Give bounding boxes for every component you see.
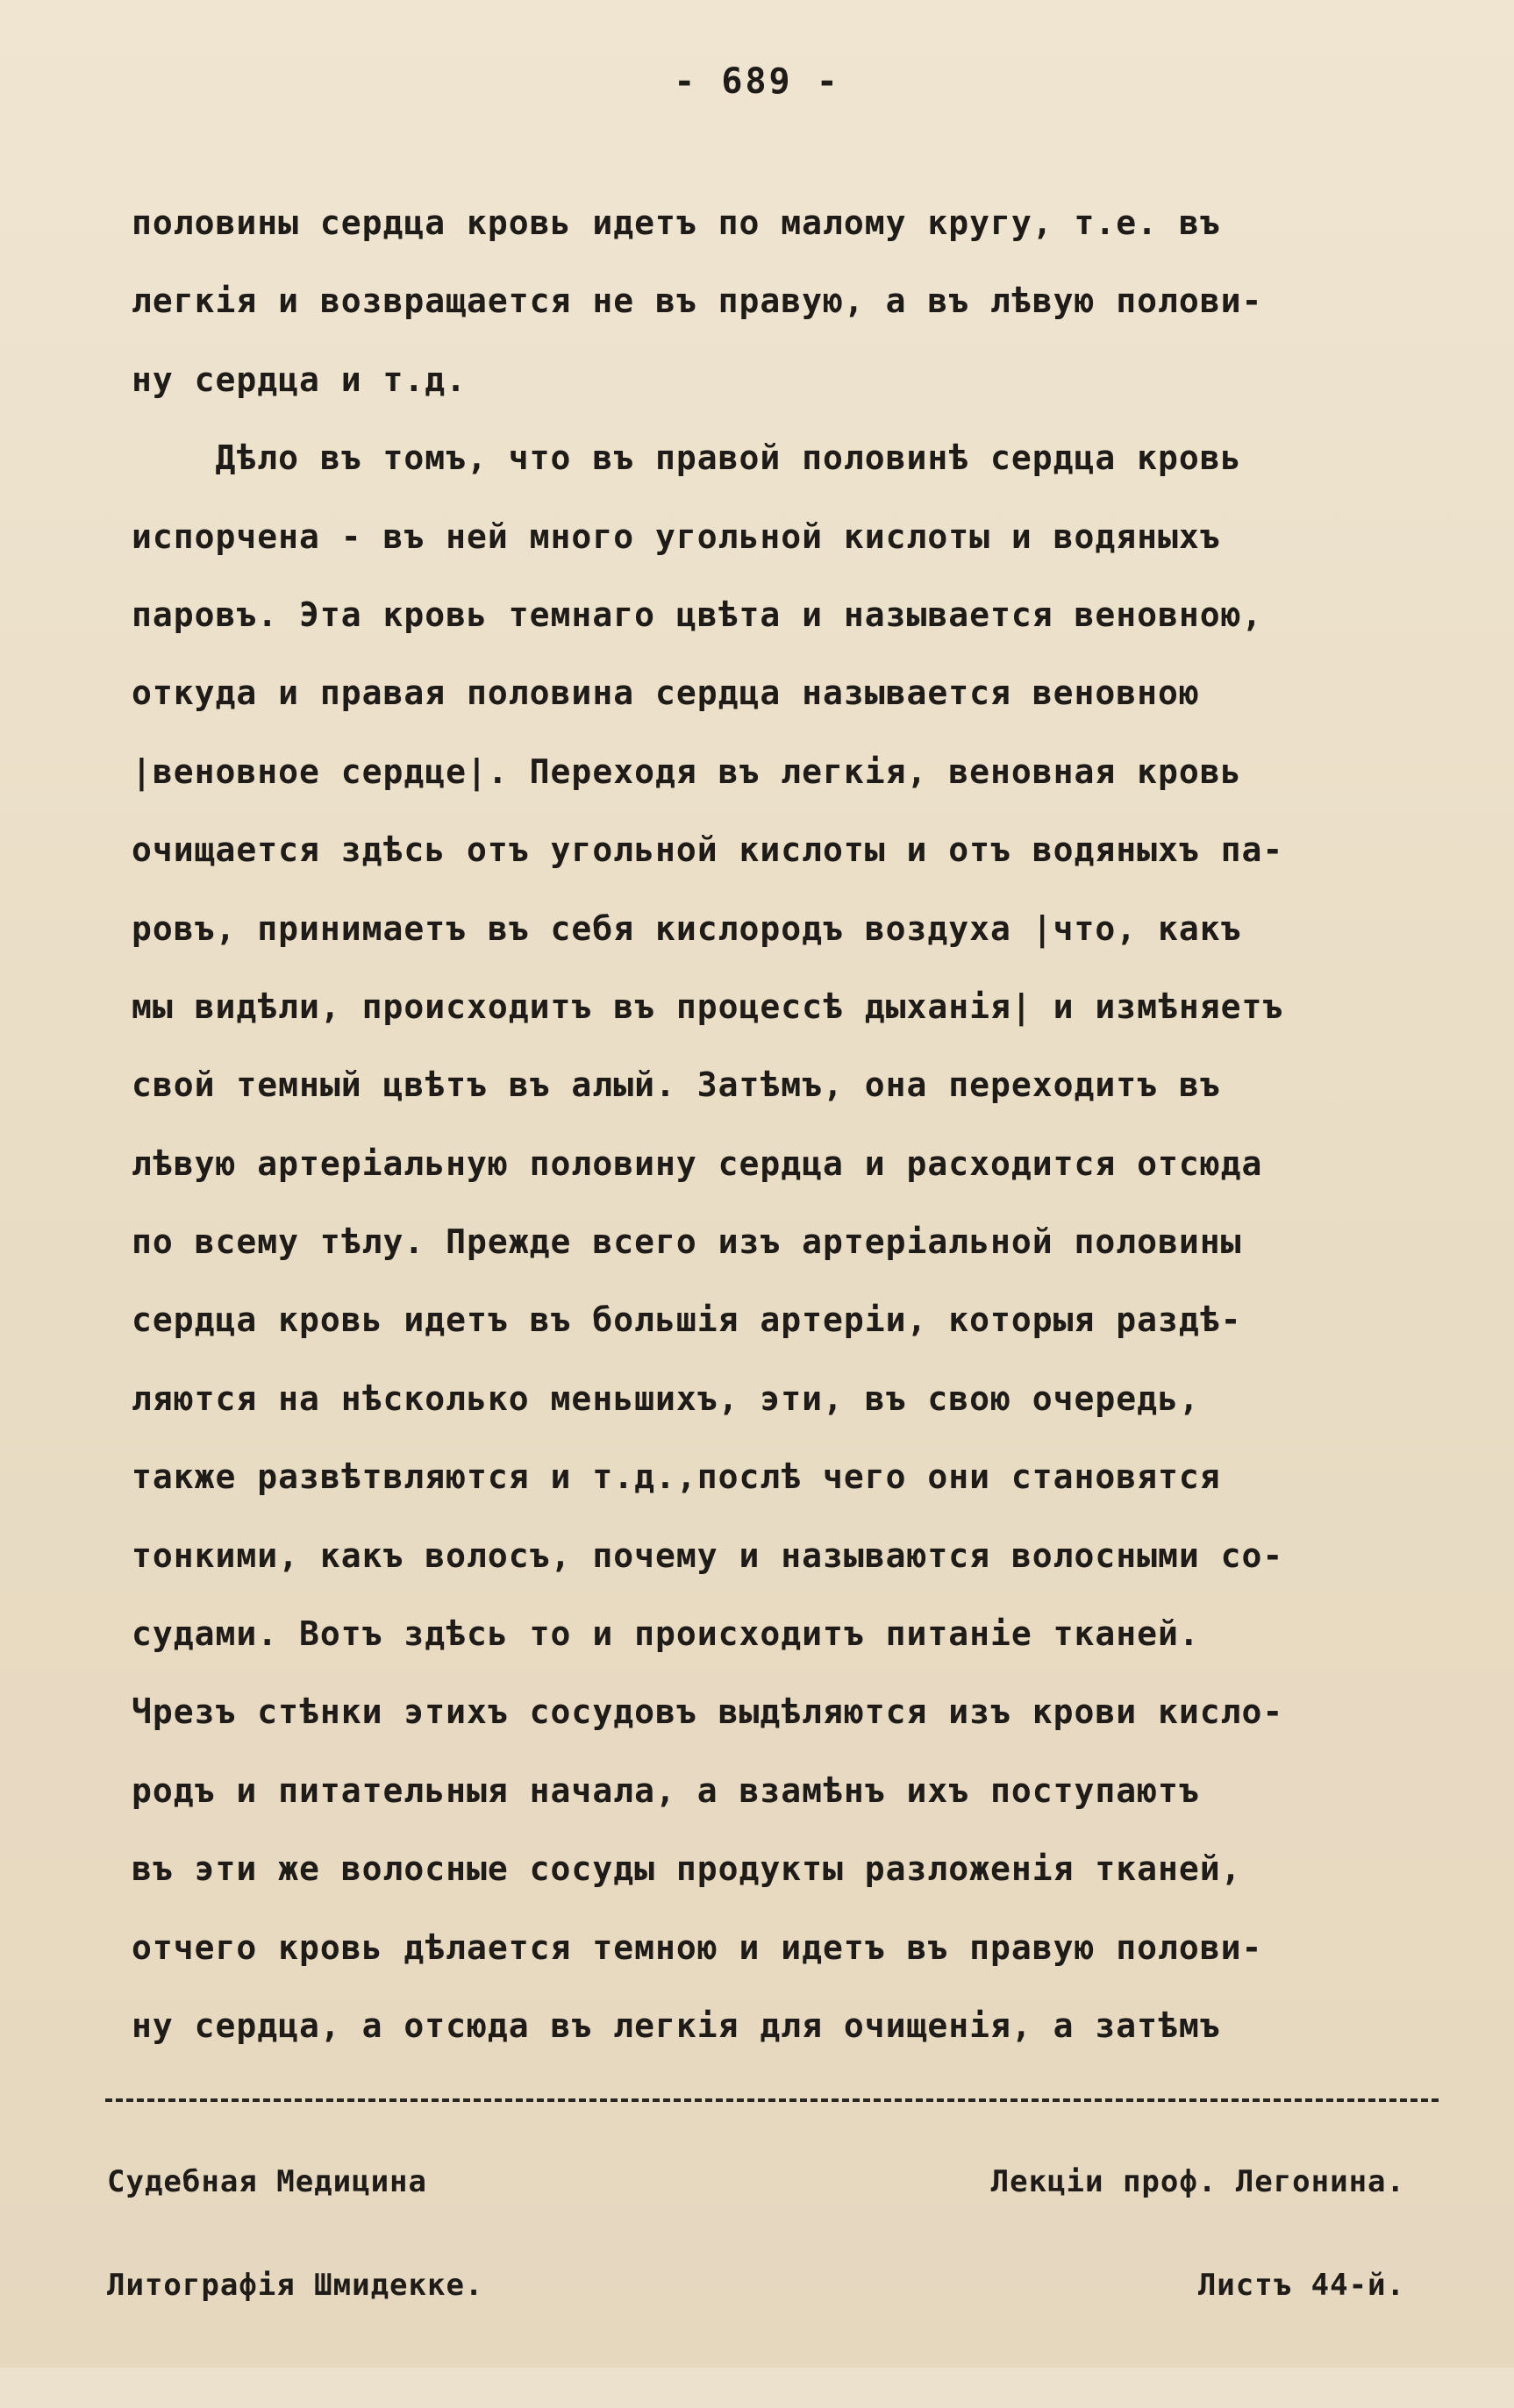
text-line: сердца кровь идетъ въ большія артеріи, которыя раздѣ- [132,1300,1242,1340]
text-line: въ эти же волосные сосуды продукты разложенія тканей, [132,1849,1242,1889]
page-number: - 689 - [674,61,840,102]
footer-row-printer [107,2268,1405,2408]
text-line: свой темный цвѣтъ въ алый. Затѣмъ, она переходитъ въ [132,1065,1221,1105]
text-line: мы видѣли, происходитъ въ процессѣ дыханія| и измѣняетъ [132,987,1284,1026]
text-line: испорчена - въ ней много угольной кислоты и водяныхъ [132,517,1221,556]
footer-divider [105,2098,1439,2102]
text-line: Чрезъ стѣнки этихъ сосудовъ выдѣляются изъ крови кисло- [132,1692,1284,1732]
text-line: лѣвую артеріальную половину сердца и расходится отсюда [132,1143,1263,1183]
text-line: судами. Вотъ здѣсь то и происходитъ питаніе тканей. [132,1614,1200,1654]
text-line: ну сердца, а отсюда въ легкія для очищенія, а затѣмъ [132,2005,1221,2045]
text-line: тонкими, какъ волосъ, почему и называются волосными со- [132,1535,1284,1575]
text-line: также развѣтвляются и т.д.,послѣ чего они становятся [132,1457,1221,1497]
text-line: |веновное сердце|. Переходя въ легкія, веновная кровь [132,752,1242,791]
text-line: легкія и возвращается не въ правую, а въ лѣвую полови- [132,281,1263,321]
sheet-number: Листъ 44-й. [1197,2268,1405,2303]
text-line: родъ и питательныя начала, а взамѣнъ ихъ поступаютъ [132,1770,1200,1810]
text-line: ровъ, принимаетъ въ себя кислородъ воздуха |что, какъ [132,908,1242,948]
text-line: ну сердца и т.д. [132,360,468,399]
text-line: по всему тѣлу. Прежде всего изъ артеріальной половины [132,1222,1242,1262]
course-title: Судебная Медицина [107,2164,427,2199]
text-line: половины сердца кровь идетъ по малому кругу, т.е. въ [132,203,1221,242]
text-line: очищается здѣсь отъ угольной кислоты и отъ водяныхъ па- [132,830,1284,870]
text-line: откуда и правая половина сердца называется веновною [132,673,1200,713]
text-line: ляются на нѣсколько меньшихъ, эти, въ свою очередь, [132,1379,1200,1418]
lecturer-credit: Лекціи проф. Легонина. [990,2164,1405,2199]
text-line: Дѣло въ томъ, что въ правой половинѣ сердца кровь [132,438,1242,478]
body-text [132,184,1465,2065]
printer-credit: Литографія Шмидекке. [107,2268,484,2303]
text-line: отчего кровь дѣлается темною и идетъ въ правую полови- [132,1927,1263,1967]
text-line: паровъ. Эта кровь темнаго цвѣта и называется веновною, [132,595,1263,634]
